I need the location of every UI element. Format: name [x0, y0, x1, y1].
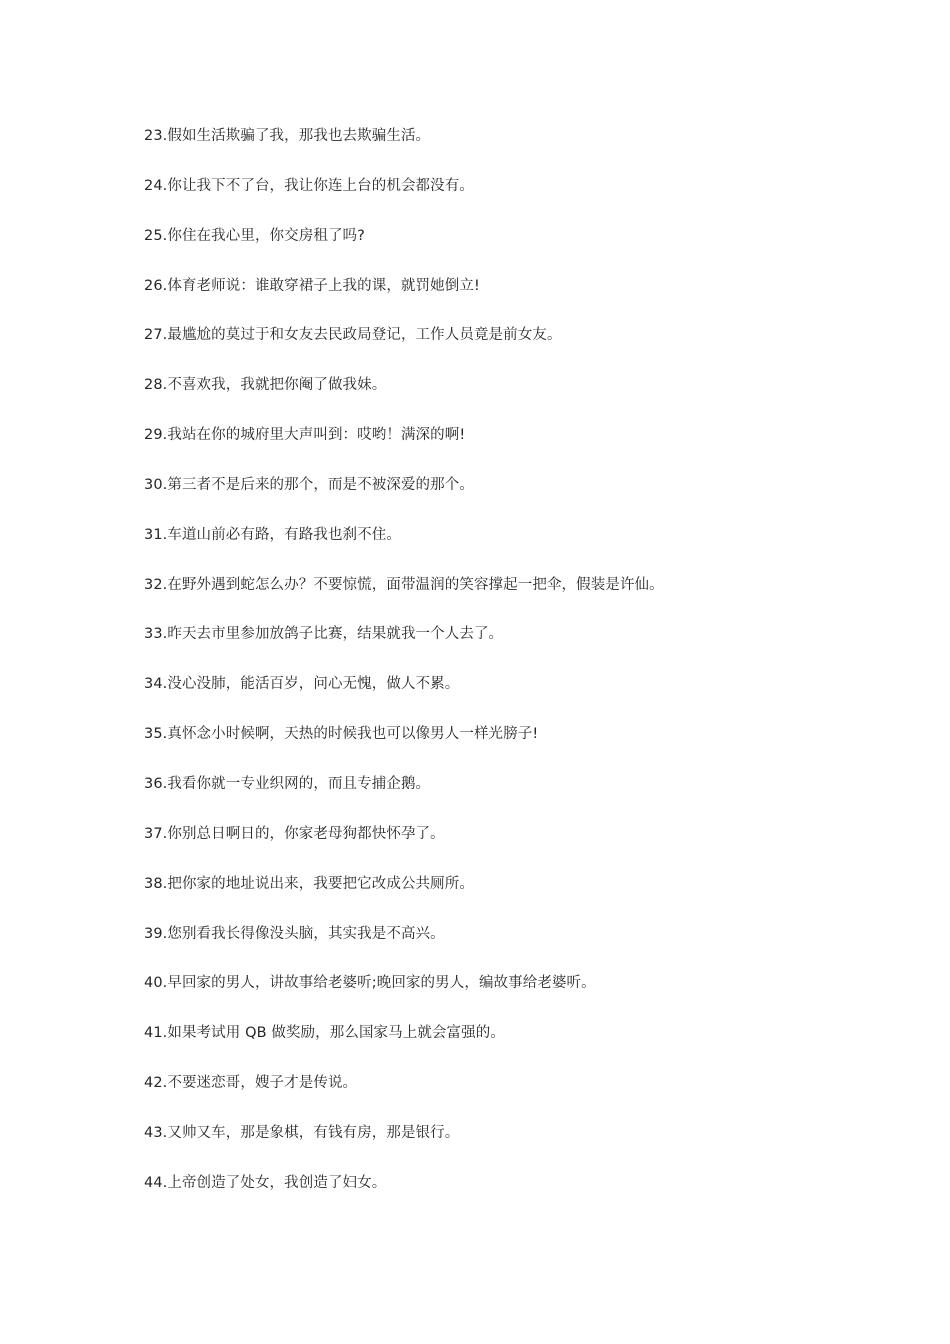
list-item: 40.早回家的男人，讲故事给老婆听;晚回家的男人，编故事给老婆听。: [144, 975, 596, 992]
list-item: 29.我站在你的城府里大声叫到：哎哟！满深的啊!: [144, 427, 466, 444]
list-item: 39.您别看我长得像没头脑，其实我是不高兴。: [144, 925, 445, 942]
joke-list: [144, 124, 904, 1221]
list-item: 26.体育老师说：谁敢穿裙子上我的课，就罚她倒立!: [144, 277, 480, 294]
list-item: 27.最尴尬的莫过于和女友去民政局登记，工作人员竟是前女友。: [144, 327, 562, 344]
list-item: 31.车道山前必有路，有路我也刹不住。: [144, 526, 401, 543]
list-item: 32.在野外遇到蛇怎么办？不要惊慌，面带温润的笑容撑起一把伞，假装是许仙。: [144, 576, 664, 593]
list-item: 38.把你家的地址说出来，我要把它改成公共厕所。: [144, 875, 474, 892]
list-item: 30.第三者不是后来的那个，而是不被深爱的那个。: [144, 476, 474, 493]
list-item: 36.我看你就一专业织网的，而且专捕企鹅。: [144, 775, 431, 792]
list-item: 24.你让我下不了台，我让你连上台的机会都没有。: [144, 177, 474, 194]
list-item: 35.真怀念小时候啊，天热的时候我也可以像男人一样光膀子!: [144, 726, 539, 743]
list-item: 42.不要迷恋哥，嫂子才是传说。: [144, 1075, 358, 1092]
list-item: 44.上帝创造了处女，我创造了妇女。: [144, 1174, 387, 1191]
list-item: 28.不喜欢我，我就把你阉了做我妹。: [144, 377, 387, 394]
list-item: 25.你住在我心里，你交房租了吗?: [144, 227, 365, 244]
list-item: 34.没心没肺，能活百岁，问心无愧，做人不累。: [144, 676, 460, 693]
list-item: 41.如果考试用 QB 做奖励，那么国家马上就会富强的。: [144, 1025, 505, 1042]
list-item: 37.你别总日啊日的，你家老母狗都快怀孕了。: [144, 825, 445, 842]
list-item: 33.昨天去市里参加放鸽子比赛，结果就我一个人去了。: [144, 626, 504, 643]
list-item: 43.又帅又车，那是象棋，有钱有房，那是银行。: [144, 1124, 460, 1141]
list-item: 23.假如生活欺骗了我，那我也去欺骗生活。: [144, 128, 431, 144]
